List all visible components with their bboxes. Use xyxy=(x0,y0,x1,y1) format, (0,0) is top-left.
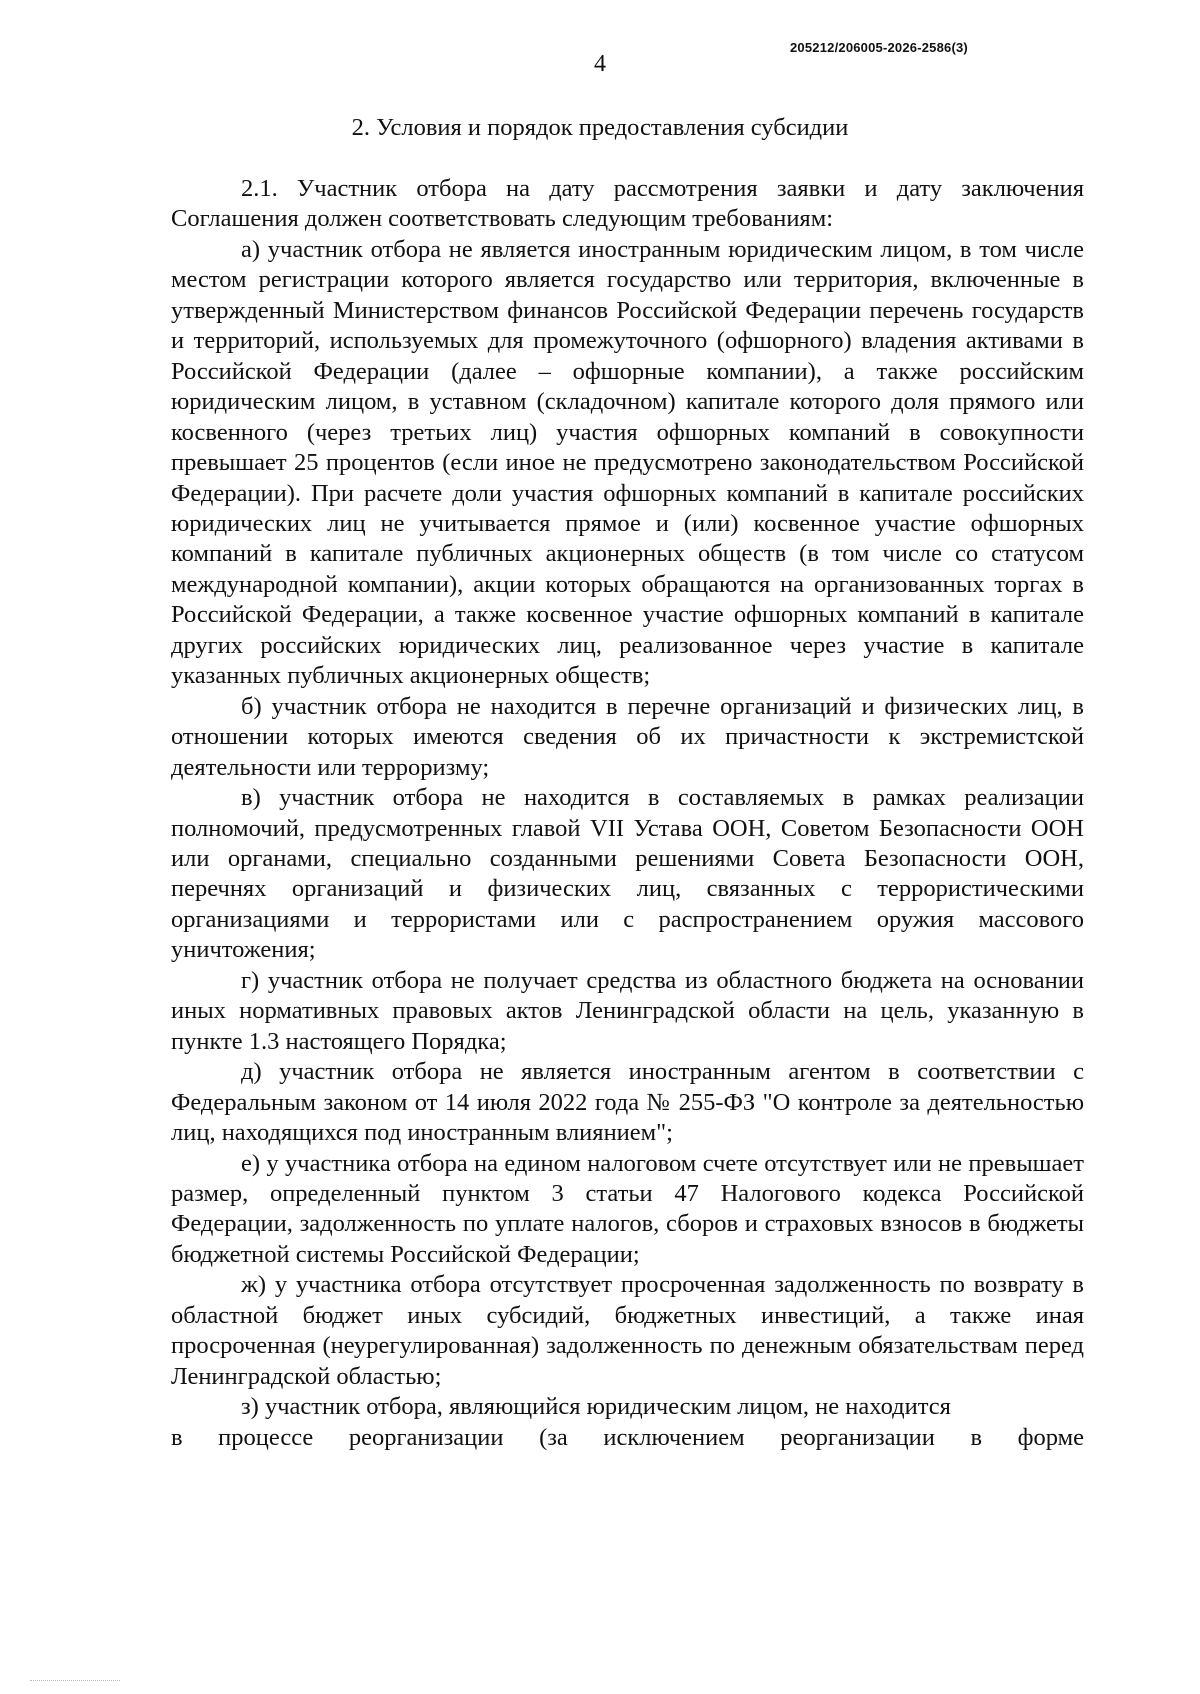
paragraph-item-g: г) участник отбора не получает средства из областного бюджета на основании иных нормативных правовых актов Ленинградской области на цель, указанную в пункте 1.3 настоящего Порядка; xyxy=(171,966,1084,1055)
paragraph-2-1: 2.1. Участник отбора на дату рассмотрения заявки и дату заключения Соглашения должен соответствовать следующим требованиям: xyxy=(171,175,1084,233)
paragraph-item-a: а) участник отбора не является иностранным юридическим лицом, в том числе местом регистрации которого является государство или территория, включенные в утвержденный Министерством финансов Российской Федерации перечень государств и территорий, используемых для промежуточного (офшорного) владения активами в Российской Федерации (далее – офшорные компании), а также российским юридическим лицом, в уставном (складочном) капитале которого доля прямого или косвенного (через третьих лиц) участия офшорных компаний в совокупности превышает 25 процентов (если иное не предусмотрено законодательством Российской Федерации). При расчете доли участия офшорных компаний в капитале российских юридических лиц не учитывается прямое и (или) косвенное участие офшорных компаний в капитале публичных акционерных обществ (в том числе со статусом международной компании), акции которых обращаются на организованных торгах в Российской Федерации, а также косвенное участие офшорных компаний в капитале других российских юридических лиц, реализованное через участие в капитале указанных публичных акционерных обществ; xyxy=(171,235,1084,690)
section-title: 2. Условия и порядок предоставления субсидии xyxy=(351,114,849,141)
paragraph-item-b: б) участник отбора не находится в перечне организаций и физических лиц, в отношении которых имеются сведения об их причастности к экстремистской деятельности или терроризму; xyxy=(171,692,1084,781)
document-registration-number: 205212/206005-2026-2586(3) xyxy=(790,40,968,55)
paragraph-item-z: з) участник отбора, являющийся юридическим лицом, не находится xyxy=(241,1393,951,1421)
scan-artifact xyxy=(30,1680,120,1684)
paragraph-item-z-continuation: в процессе реорганизации (за исключением реорганизации в форме xyxy=(171,1423,1084,1451)
paragraph-item-d: д) участник отбора не является иностранным агентом в соответствии с Федеральным законом от 14 июля 2022 года № 255-ФЗ "О контроле за деятельностью лиц, находящихся под иностранным влиянием"; xyxy=(171,1058,1084,1147)
paragraph-item-zh: ж) у участника отбора отсутствует просроченная задолженность по возврату в областной бюджет иных субсидий, бюджетных инвестиций, а также иная просроченная (неурегулированная) задолженность по денежным обязательствам перед Ленинградской областью; xyxy=(171,1271,1084,1390)
document-body xyxy=(171,174,1084,1453)
paragraph-item-e: е) у участника отбора на едином налоговом счете отсутствует или не превышает размер, определенный пунктом 3 статьи 47 Налогового кодекса Российской Федерации, задолженность по уплате налогов, сборов и страховых взносов в бюджеты бюджетной системы Российской Федерации; xyxy=(171,1149,1084,1268)
paragraph-item-v: в) участник отбора не находится в составляемых в рамках реализации полномочий, предусмотренных главой VII Устава ООН, Советом Безопасности ООН или органами, специально созданными решениями Совета Безопасности ООН, перечнях организаций и физических лиц, связанных с террористическими организациями и террористами или с распространением оружия массового уничтожения; xyxy=(171,784,1084,964)
page-number: 4 xyxy=(594,51,606,77)
